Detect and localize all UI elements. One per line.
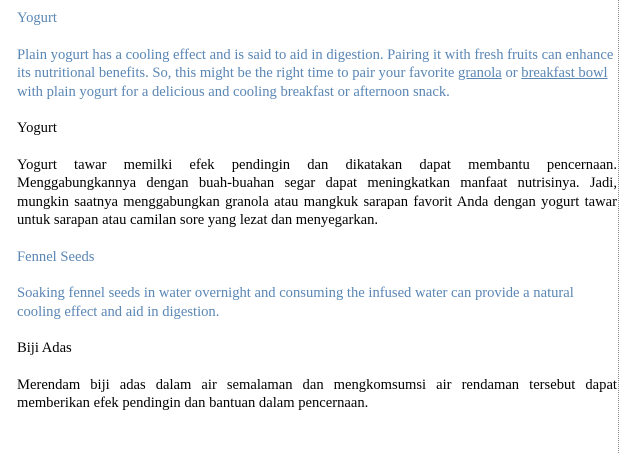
breakfast-bowl-link[interactable]: breakfast bowl: [521, 65, 608, 81]
heading-yogurt-en: Yogurt: [17, 10, 57, 26]
paragraph-fennel-en: Soaking fennel seeds in water overnight and consuming the infused water can provide a natural cooling effect and aid in digestion.: [17, 285, 574, 320]
or-text: or: [505, 65, 518, 81]
paragraph-biji-adas-id: Merendam biji adas dalam air semalaman dan mengkomsumsi air rendaman tersebut dapat memberikan efek pendingin dan bantuan dalam pencernaan.: [17, 376, 617, 411]
heading-yogurt-id: Yogurt: [17, 120, 57, 136]
heading-biji-adas-id: Biji Adas: [17, 340, 72, 356]
paragraph-yogurt-id: Yogurt tawar memilki efek pendingin dan dikatakan dapat membantu pencernaan. Menggabungkannya dengan buah-buahan segar dapat meningkatkan manfaat nutrisinya. Jadi, mungkin saatnya menggabungkan granola atau mangkuk sarapan favorit Anda dengan yogurt tawar untuk sarapan atau camilan sore yang lezat dan menyegarkan.: [17, 156, 617, 228]
document-body: [17, 9, 617, 413]
granola-link[interactable]: granola: [458, 65, 502, 81]
right-margin-guide: [618, 0, 619, 453]
paragraph-yogurt-en-rest: with plain yogurt for a delicious and cooling breakfast or afternoon snack.: [17, 83, 450, 100]
heading-fennel-en: Fennel Seeds: [17, 248, 95, 265]
paragraph-yogurt-en-text: Plain yogurt has a cooling effect and is said to aid in digestion. Pairing it with fresh fruits can enhance its nutritional benefits. So, this might be the right time to pair your: [17, 46, 614, 81]
favorite-text: favorite: [408, 65, 455, 81]
paragraph-yogurt-en: [17, 46, 617, 102]
